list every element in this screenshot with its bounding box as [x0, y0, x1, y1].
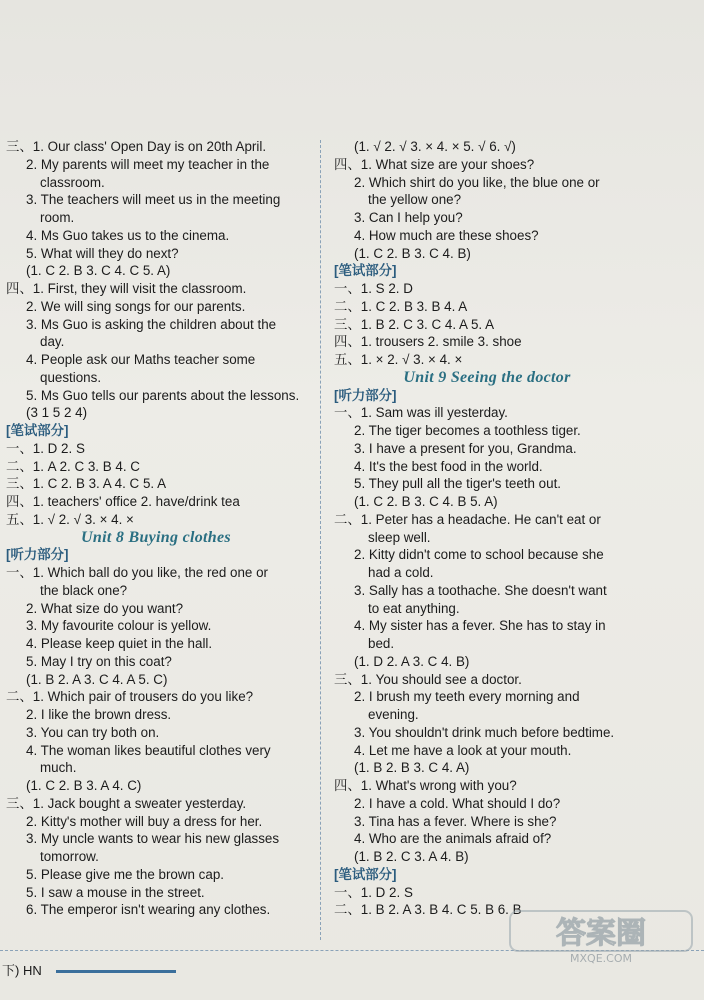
answer-line: classroom.	[40, 174, 105, 190]
answer-line: 三、1. B 2. C 3. C 4. A 5. A	[334, 316, 495, 332]
answer-line: 4. Please keep quiet in the hall.	[26, 636, 213, 651]
section-heading: [听力部分]	[6, 547, 69, 563]
answer-line: 一、1. S 2. D	[334, 281, 413, 296]
answer-line: 4. The woman likes beautiful clothes very	[26, 742, 271, 758]
answer-line: 5. Ms Guo tells our parents about the lessons.	[26, 387, 300, 403]
answer-line: 6. The emperor isn't wearing any clothes.	[26, 902, 271, 918]
column-divider	[320, 140, 321, 940]
footer-bar	[56, 970, 176, 973]
answer-line: 3. The teachers will meet us in the meeting	[26, 192, 281, 208]
answer-line: 3. You can try both on.	[26, 724, 160, 740]
answer-line: (1. B 2. A 3. C 4. A 5. C)	[26, 671, 168, 687]
answer-line: the yellow one?	[368, 192, 462, 208]
answer-line: 5. Please give me the brown cap.	[26, 866, 224, 882]
answer-line: 2. Which shirt do you like, the blue one or	[354, 174, 600, 190]
answer-line: 四、1. trousers 2. smile 3. shoe	[334, 334, 522, 350]
answer-line: 一、1. Which ball do you like, the red one or	[6, 565, 268, 580]
right-column	[334, 138, 640, 919]
unit-heading: Unit 9 Seeing the doctor	[403, 368, 571, 386]
watermark-text: 答案圈	[556, 916, 646, 951]
answer-line: 4. How much are these shoes?	[354, 227, 539, 243]
answer-line: 一、1. Sam was ill yesterday.	[334, 405, 508, 421]
answer-line: (3 1 5 2 4)	[26, 405, 88, 421]
section-heading: [笔试部分]	[334, 866, 397, 882]
answer-line: 2. What size do you want?	[26, 600, 184, 616]
footer-label: 下) HN	[2, 963, 42, 978]
answer-line: 三、1. Our class' Open Day is on 20th April.	[6, 139, 267, 154]
section-heading: [笔试部分]	[334, 263, 397, 279]
answer-line: questions.	[40, 369, 102, 385]
answer-line: 四、1. What's wrong with you?	[334, 778, 517, 793]
answer-line: 三、1. You should see a doctor.	[334, 671, 522, 687]
section-heading: [听力部分]	[334, 387, 397, 403]
answer-line: 2. Kitty didn't come to school because she	[354, 547, 604, 563]
answer-line: 五、1. √ 2. √ 3. × 4. ×	[6, 511, 134, 527]
answer-line: the black one?	[40, 582, 128, 598]
answer-line: 3. Can I help you?	[354, 210, 463, 225]
answer-line: 4. My sister has a fever. She has to stay in	[354, 618, 606, 634]
answer-line: (1. B 2. C 3. A 4. B)	[354, 849, 469, 864]
answer-line: day.	[40, 334, 65, 350]
answer-line: 二、1. Which pair of trousers do you like?	[6, 689, 254, 705]
answer-line: 3. Sally has a toothache. She doesn't want	[354, 582, 607, 598]
answer-line: 3. Ms Guo is asking the children about the	[26, 316, 277, 332]
answer-line: 四、1. First, they will visit the classroom.	[6, 281, 247, 296]
watermark-logo	[506, 905, 696, 965]
answer-line: 3. My uncle wants to wear his new glasses	[26, 831, 280, 847]
watermark-sub: MXQE.COM	[570, 952, 632, 965]
answer-line: 4. Who are the animals afraid of?	[354, 831, 552, 847]
answer-line: much.	[40, 760, 77, 776]
answer-line: tomorrow.	[40, 849, 99, 864]
answer-line: 二、1. C 2. B 3. B 4. A	[334, 298, 468, 314]
unit-heading: Unit 8 Buying clothes	[81, 528, 231, 546]
answer-line: 4. Let me have a look at your mouth.	[354, 742, 572, 758]
answer-line: 5. May I try on this coat?	[26, 653, 172, 669]
answer-line: 2. I like the brown dress.	[26, 707, 172, 722]
answer-line: 5. They pull all the tiger's teeth out.	[354, 476, 562, 492]
answer-line: (1. C 2. B 3. A 4. C)	[26, 778, 142, 793]
answer-line: sleep well.	[368, 529, 431, 545]
answer-line: 2. My parents will meet my teacher in the	[26, 156, 270, 172]
answer-line: had a cold.	[368, 565, 434, 580]
answer-line: evening.	[368, 707, 419, 722]
answer-line: (1. D 2. A 3. C 4. B)	[354, 653, 470, 669]
answer-line: 3. My favourite colour is yellow.	[26, 618, 212, 634]
answer-line: 2. I have a cold. What should I do?	[354, 795, 561, 811]
answer-line: 5. What will they do next?	[26, 245, 179, 261]
answer-line: 2. I brush my teeth every morning and	[354, 689, 580, 705]
answer-line: (1. C 2. B 3. C 4. B 5. A)	[354, 494, 498, 509]
answer-line: to eat anything.	[368, 600, 460, 616]
answer-line: 二、1. A 2. C 3. B 4. C	[6, 458, 140, 474]
answer-line: 三、1. C 2. B 3. A 4. C 5. A	[6, 476, 167, 492]
answer-line: 五、1. × 2. √ 3. × 4. ×	[334, 352, 463, 367]
section-heading: [笔试部分]	[6, 423, 69, 438]
answer-line: (1. C 2. B 3. C 4. B)	[354, 245, 471, 261]
answer-line: 2. We will sing songs for our parents.	[26, 298, 246, 314]
answer-line: 一、1. D 2. S	[334, 884, 413, 900]
answer-line: room.	[40, 210, 75, 225]
answer-line: 2. Kitty's mother will buy a dress for her.	[26, 813, 263, 829]
answer-line: 三、1. Jack bought a sweater yesterday.	[6, 795, 247, 811]
left-column	[6, 138, 306, 919]
answer-line: (1. C 2. B 3. C 4. C 5. A)	[26, 263, 171, 279]
answer-line: 四、1. What size are your shoes?	[334, 156, 535, 172]
answer-line: 4. It's the best food in the world.	[354, 458, 543, 474]
answer-line: (1. √ 2. √ 3. × 4. × 5. √ 6. √)	[354, 139, 516, 154]
answer-line: 四、1. teachers' office 2. have/drink tea	[6, 494, 240, 509]
answer-line: bed.	[368, 636, 395, 651]
answer-line: 一、1. D 2. S	[6, 440, 85, 456]
answer-line: 3. You shouldn't drink much before bedtime.	[354, 724, 615, 740]
answer-line: 4. Ms Guo takes us to the cinema.	[26, 227, 230, 243]
answer-line: 2. The tiger becomes a toothless tiger.	[354, 423, 581, 438]
answer-line: (1. B 2. B 3. C 4. A)	[354, 760, 470, 776]
answer-line: 二、1. B 2. A 3. B 4. C 5. B 6. B	[334, 902, 522, 918]
answer-line: 5. I saw a mouse in the street.	[26, 884, 205, 900]
answer-line: 4. People ask our Maths teacher some	[26, 352, 256, 367]
answer-line: 3. Tina has a fever. Where is she?	[354, 813, 557, 829]
answer-line: 3. I have a present for you, Grandma.	[354, 440, 577, 456]
answer-line: 二、1. Peter has a headache. He can't eat or	[334, 511, 601, 527]
